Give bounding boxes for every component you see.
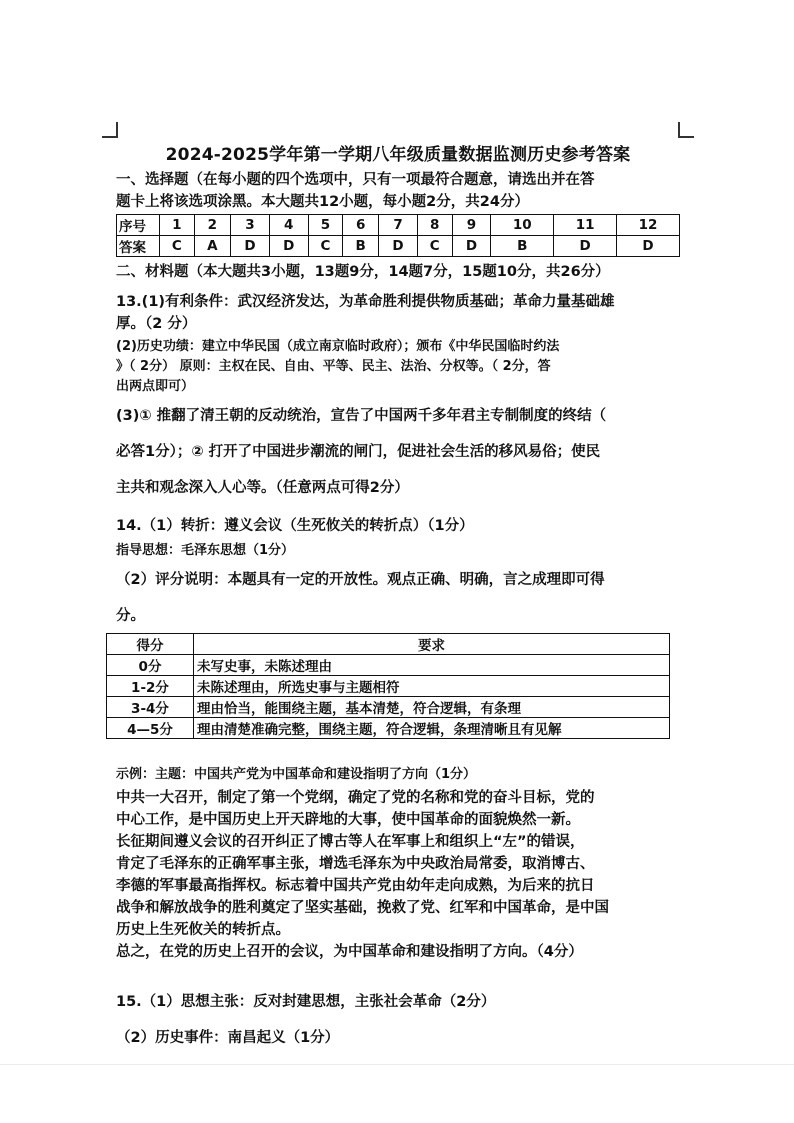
rubric-requirement: 未写史事，未陈述理由 [194,655,670,676]
q14-guiding-thought: 指导思想：毛泽东思想（1分） [116,543,295,558]
q13-part2-line2: 》（ 2分） 原则：主权在民、自由、平等、民主、法治、分权等。（ 2分，答 [116,359,551,374]
corner-mark-right [678,122,694,138]
number-cell: 3 [231,215,270,236]
answer-cell: D [269,236,308,257]
rubric-table [106,633,670,739]
answer-cell: C [417,236,452,257]
answer-cell: A [194,236,230,257]
rubric-row [107,697,670,718]
q15-part1: 15.（1）思想主张：反对封建思想，主张社会革命（2分） [116,994,496,1010]
document-page [116,140,680,1049]
row-label-number: 序号 [117,215,160,236]
answer-cell: D [554,236,617,257]
rubric-header-row [107,634,670,655]
rubric-score: 1-2分 [107,676,194,697]
example-line: 肯定了毛泽东的正确军事主张，增选毛泽东为中央政治局常委，取消博古、 [116,856,595,872]
example-theme: 示例：主题：中国共产党为中国革命和建设指明了方向（1分） [116,767,477,782]
answer-table-number-row [117,215,680,236]
rubric-requirement: 理由清楚准确完整，围绕主题，符合逻辑，条理清晰且有见解 [194,718,670,739]
page-title: 2024-2025学年第一学期八年级质量数据监测历史参考答案 [165,145,631,165]
example-line: 长征期间遵义会议的召开纠正了博古等人在军事上和组织上“左”的错误， [116,834,585,850]
answer-cell: B [343,236,379,257]
number-cell: 5 [308,215,343,236]
answer-cell: D [379,236,418,257]
example-line: 中共一大召开，制定了第一个党纲，确定了党的名称和党的奋斗目标，党的 [116,790,595,806]
q13-part3-line1: (3)① 推翻了清王朝的反动统治，宣告了中国两千多年君主专制制度的终结（ [116,408,607,424]
number-cell: 8 [417,215,452,236]
number-cell: 4 [269,215,308,236]
rubric-score: 3-4分 [107,697,194,718]
number-cell: 10 [491,215,554,236]
corner-mark-left [102,122,118,138]
rubric-row [107,655,670,676]
rubric-header-requirement: 要求 [194,634,670,655]
answer-cell: B [491,236,554,257]
rubric-row [107,676,670,697]
answer-cell: C [160,236,195,257]
example-block [116,765,680,963]
number-cell: 7 [379,215,418,236]
example-line: 李德的军事最高指挥权。标志着中国共产党由幼年走向成熟，为后来的抗日 [116,878,595,894]
rubric-score: 0分 [107,655,194,676]
number-cell: 9 [452,215,491,236]
q14-block [116,515,680,627]
example-line: 战争和解放战争的胜利奠定了坚实基础，挽救了党、红军和中国革命，是中国 [116,900,609,916]
number-cell: 1 [160,215,195,236]
rubric-score: 4—5分 [107,718,194,739]
page-bottom-edge [0,1064,794,1065]
rubric-row [107,718,670,739]
example-line: 中心工作，是中国历史上开天辟地的大事，使中国革命的面貌焕然一新。 [116,812,580,828]
example-conclusion: 总之，在党的历史上召开的会议，为中国革命和建设指明了方向。（4分） [116,944,583,960]
q14-part1: 14.（1）转折：遵义会议（生死攸关的转折点）（1分） [116,518,474,534]
row-label-answer: 答案 [117,236,160,257]
answer-cell: C [308,236,343,257]
q15-block [116,991,680,1049]
q13-part1-line1: 13.(1)有利条件：武汉经济发达，为革命胜利提供物质基础；革命力量基础雄 [116,294,615,310]
q14-part2-line2: 分。 [116,608,145,624]
q15-part2: （2）历史事件：南昌起义（1分） [116,1030,340,1046]
section1-line1: 一、选择题（在每小题的四个选项中，只有一项最符合题意，请选出并在答 [116,172,595,188]
q13-part3-line3: 主共和观念深入人心等。（任意两点可得2分） [116,480,409,496]
answer-cell: D [617,236,680,257]
rubric-requirement: 理由恰当，能围绕主题，基本清楚，符合逻辑，有条理 [194,697,670,718]
section1-line2: 题卡上将该选项涂黑。本大题共12小题，每小题2分，共24分） [116,194,529,210]
number-cell: 6 [343,215,379,236]
answer-table [116,214,680,257]
answer-cell: D [231,236,270,257]
q13-part2-line1: (2)历史功绩：建立中华民国（成立南京临时政府）；颁布《中华民国临时约法 [116,339,560,354]
q13-part1-line2: 厚。（2 分） [116,316,197,332]
rubric-requirement: 未陈述理由，所选史事与主题相符 [194,676,670,697]
section2-heading: 二、材料题（本大题共3小题，13题9分，14题7分，15题10分，共26分） [116,264,610,280]
number-cell: 2 [194,215,230,236]
q13-block [116,291,680,499]
q14-part2-line1: （2）评分说明：本题具有一定的开放性。观点正确、明确，言之成理即可得 [116,572,605,588]
rubric-header-score: 得分 [107,634,194,655]
q13-part2-line3: 出两点即可） [116,379,195,394]
example-line: 历史上生死攸关的转折点。 [116,922,290,938]
q13-part3-line2: 必答1分）；② 打开了中国进步潮流的闸门，促进社会生活的移风易俗；使民 [116,444,601,460]
number-cell: 11 [554,215,617,236]
answer-cell: D [452,236,491,257]
answer-table-answer-row [117,236,680,257]
number-cell: 12 [617,215,680,236]
